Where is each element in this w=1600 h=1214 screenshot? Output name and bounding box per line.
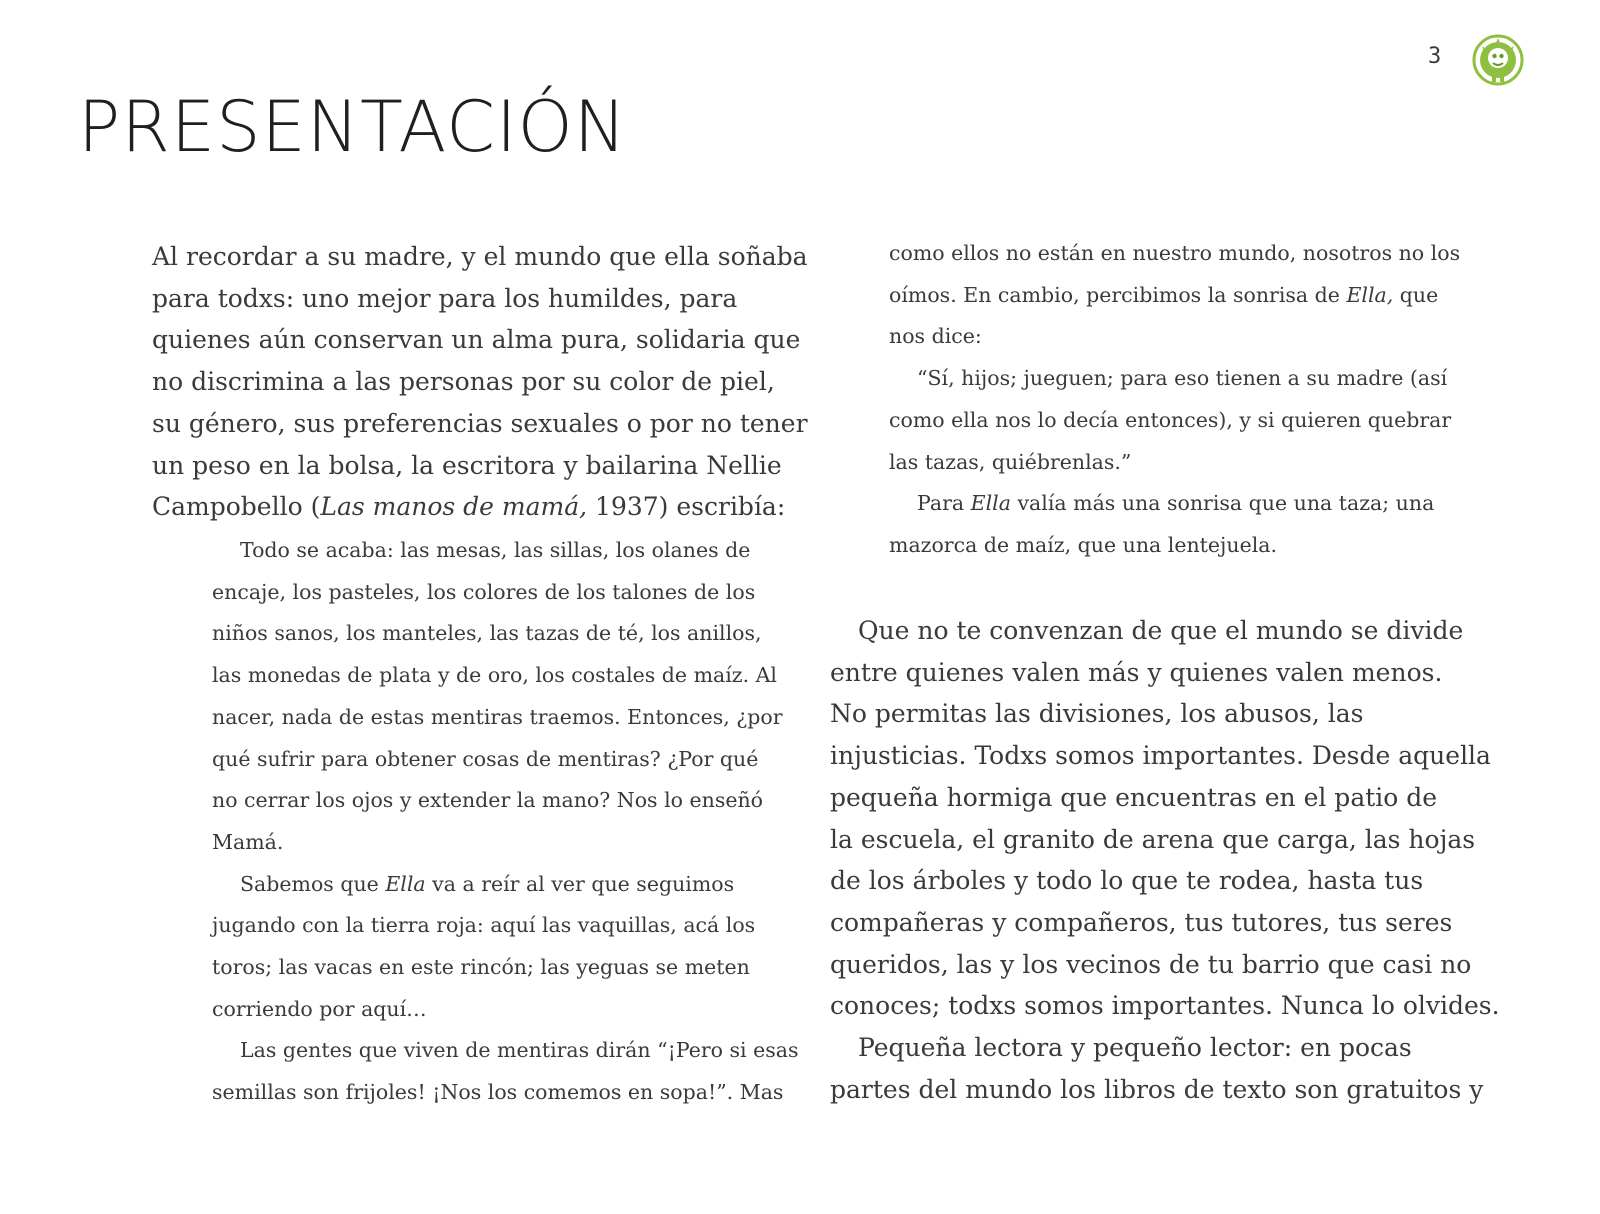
text-line: no discrimina a las personas por su color de piel, bbox=[152, 367, 775, 397]
text-line: como ella nos lo decía entonces), y si quieren quebrar bbox=[889, 407, 1452, 432]
text-line: entre quienes valen más y quienes valen menos. bbox=[830, 657, 1443, 687]
quotation-left bbox=[212, 530, 812, 1114]
text-line bbox=[889, 483, 1529, 525]
text-line: quienes aún conservan un alma pura, solidaria que bbox=[152, 325, 801, 355]
text-line: Que no te convenzan de que el mundo se divide bbox=[858, 616, 1464, 645]
text-line: las monedas de plata y de oro, los costales de maíz. Al bbox=[212, 663, 777, 688]
text-line: queridos, las y los vecinos de tu barrio que casi no bbox=[830, 949, 1472, 979]
intro-paragraph bbox=[152, 236, 808, 528]
text-fragment: oímos. En cambio, percibimos la sonrisa de bbox=[889, 282, 1347, 307]
emphasis: Ella bbox=[970, 491, 1011, 516]
text-line: la escuela, el granito de arena que carga, las hojas bbox=[830, 824, 1476, 854]
text-fragment: que bbox=[1393, 282, 1439, 307]
text-line: “Sí, hijos; jueguen; para eso tienen a su madre (así bbox=[917, 366, 1448, 391]
text-line: Las gentes que viven de mentiras dirán “¡Pero si esas bbox=[240, 1038, 799, 1063]
text-line: nacer, nada de estas mentiras traemos. Entonces, ¿por bbox=[212, 704, 783, 729]
text-line: encaje, los pasteles, los colores de los talones de los bbox=[212, 579, 756, 604]
text-line: mazorca de maíz, que una lentejuela. bbox=[889, 532, 1278, 557]
text-line: niños sanos, los manteles, las tazas de té, los anillos, bbox=[212, 621, 762, 646]
text-line: Al recordar a su madre, y el mundo que ella soñaba bbox=[152, 242, 808, 271]
text-line: las tazas, quiébrenlas.” bbox=[889, 449, 1132, 474]
text-line bbox=[152, 486, 792, 528]
text-line: toros; las vacas en este rincón; las yeguas se meten bbox=[212, 955, 750, 980]
text-line: semillas son frijoles! ¡Nos los comemos en sopa!”. Mas bbox=[212, 1080, 784, 1105]
text-line: no cerrar los ojos y extender la mano? Nos lo enseñó bbox=[212, 788, 764, 813]
text-line: injusticias. Todxs somos importantes. Desde aquella bbox=[830, 741, 1491, 771]
text-line: de los árboles y todo lo que te rodea, hasta tus bbox=[830, 866, 1424, 896]
green-emblem-icon bbox=[1472, 34, 1524, 86]
text-line: para todxs: uno mejor para los humildes, para bbox=[152, 283, 738, 313]
quotation-right bbox=[889, 233, 1529, 567]
text-line: como ellos no están en nuestro mundo, nosotros no los bbox=[889, 241, 1461, 265]
page-number: 3 bbox=[1428, 44, 1442, 69]
text-line: No permitas las divisiones, los abusos, las bbox=[830, 699, 1364, 729]
text-fragment: Campobello ( bbox=[152, 492, 321, 522]
text-fragment: Para bbox=[917, 491, 971, 516]
text-line: qué sufrir para obtener cosas de mentiras? ¿Por qué bbox=[212, 746, 759, 771]
book-title: Las manos de mamá, bbox=[320, 492, 588, 522]
text-line: jugando con la tierra roja: aquí las vaquillas, acá los bbox=[212, 913, 756, 938]
text-line: su género, sus preferencias sexuales o por no tener bbox=[152, 408, 808, 438]
text-line: Todo se acaba: las mesas, las sillas, los olanes de bbox=[240, 538, 751, 562]
text-line: Pequeña lectora y pequeño lector: en pocas bbox=[858, 1033, 1412, 1063]
text-fragment: Sabemos que bbox=[240, 871, 386, 896]
closing-paragraph bbox=[830, 610, 1510, 1110]
text-line: Mamá. bbox=[212, 829, 284, 854]
text-line: pequeña hormiga que encuentras en el patio de bbox=[830, 782, 1438, 812]
text-line bbox=[889, 275, 1529, 317]
text-line: partes del mundo los libros de texto son gratuitos y bbox=[830, 1074, 1484, 1104]
text-line bbox=[212, 864, 812, 906]
text-fragment: 1937) escribía: bbox=[587, 492, 786, 522]
emphasis: Ella bbox=[385, 871, 426, 896]
text-line: conoces; todxs somos importantes. Nunca lo olvides. bbox=[830, 991, 1500, 1021]
text-line: corriendo por aquí… bbox=[212, 996, 427, 1021]
page-title: PRESENTACIÓN bbox=[78, 86, 628, 168]
text-line: un peso en la bolsa, la escritora y bailarina Nellie bbox=[152, 450, 782, 480]
emphasis: Ella, bbox=[1346, 282, 1394, 307]
text-line: nos dice: bbox=[889, 324, 982, 349]
text-fragment: va a reír al ver que seguimos bbox=[425, 871, 735, 896]
text-fragment: valía más una sonrisa que una taza; una bbox=[1010, 491, 1435, 516]
text-line: compañeras y compañeros, tus tutores, tus seres bbox=[830, 907, 1453, 937]
